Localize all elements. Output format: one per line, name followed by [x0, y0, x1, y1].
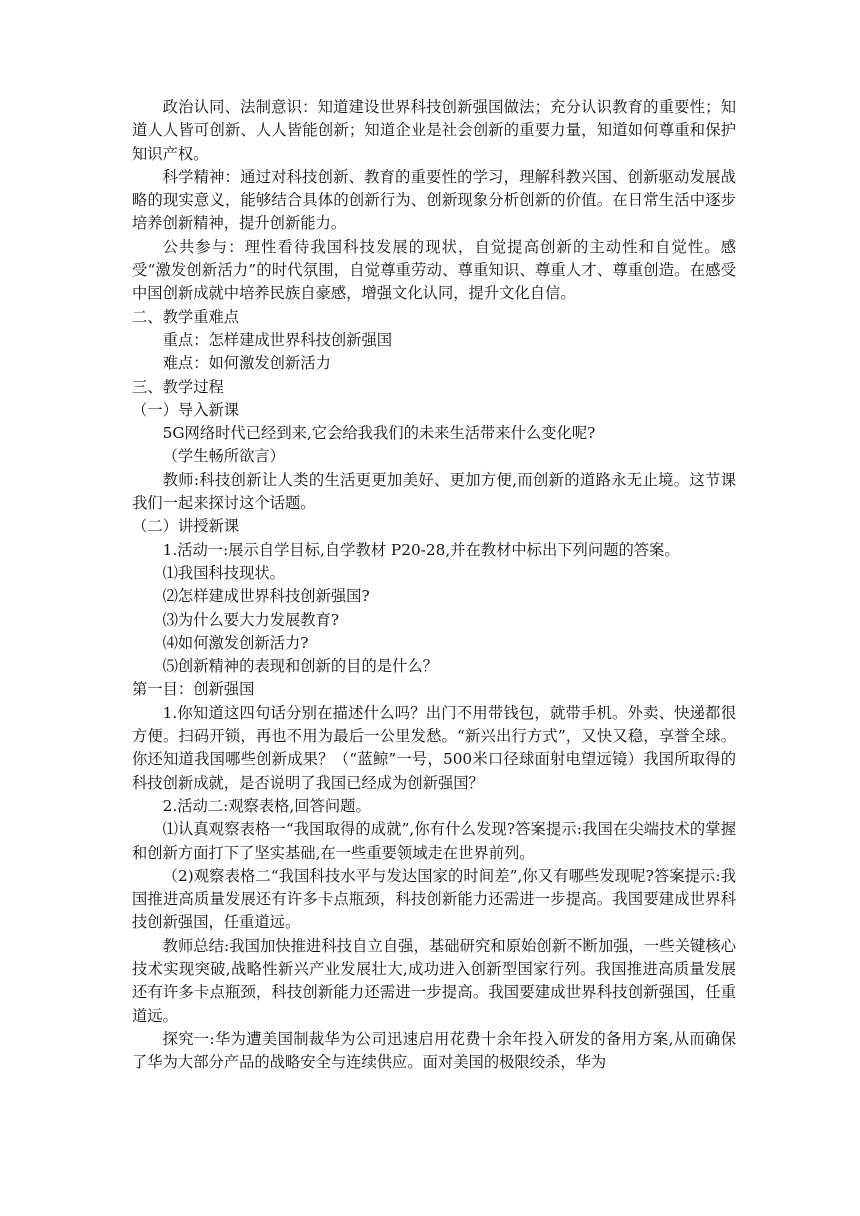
- paragraph-politics: 政治认同、法制意识：知道建设世界科技创新强国做法；充分认识教育的重要性；知道人人皆可创新、人人皆能创新；知道企业是社会创新的重要力量，知道如何尊重和保护知识产权。: [132, 98, 736, 163]
- paragraph-explore-one: 探究一:华为遭美国制裁华为公司迅速启用花费十余年投入研发的备用方案,从而确保了华为大部分产品的战略安全与连续供应。面对美国的极限绞杀，华为: [132, 1029, 736, 1072]
- paragraph-four-sentences: 1.你知道这四句话分别在描述什么吗？出门不用带钱包，就带手机。外卖、快递都很方便。扫码开锁，再也不用为最后一公里发愁。“新兴出行方式”，又快又稳，享誉全球。你还知道我国哪些创新成果？（“蓝鲸”一号，500米口径球面射电望远镜）我国所取得的科技创新成就，是否说明了我国已经成为创新强国？: [132, 703, 736, 792]
- question-item: ⑷如何激发创新活力?: [162, 633, 309, 652]
- question-item: ⑵怎样建成世界科技创新强国?: [162, 587, 370, 606]
- subheading-intro: （一）导入新课: [132, 400, 240, 419]
- paragraph-students: （学生畅所欲言）: [162, 447, 285, 466]
- subheading-new-lesson: （二）讲授新课: [132, 517, 240, 536]
- heading-key-points: 二、教学重难点: [132, 307, 240, 326]
- paragraph-summary: 教师总结:我国加快推进科技自立自强，基础研究和原始创新不断加强，一些关键核心技术实现突破,战略性新兴产业发展壮大,成功进入创新型国家行列。我国推进高质量发展还有许多卡点瓶颈，科技创新能力还需进一步提高。我国要建成世界科技创新强国，任重道远。: [132, 936, 736, 1025]
- heading-process: 三、教学过程: [132, 377, 224, 396]
- difficult-point: 难点：如何激发创新活力: [162, 354, 331, 373]
- question-item: ⑸创新精神的表现和创新的目的是什么？: [162, 657, 438, 676]
- paragraph-teacher: 教师:科技创新让人类的生活更更加美好、更加方便,而创新的道路永无止境。这节课我们一起来探讨这个话题。: [132, 470, 736, 513]
- paragraph-5g: 5G网络时代已经到来,它会给我我们的未来生活带来什么变化呢?: [162, 424, 596, 443]
- paragraph-public: 公共参与：理性看待我国科技发展的现状，自觉提高创新的主动性和自觉性。感受“激发创新活力”的时代氛围，自觉尊重劳动、尊重知识、尊重人才、尊重创造。在感受中国创新成就中培养民族自豪感，增强文化认同，提升文化自信。: [132, 237, 736, 303]
- paragraph-table-one: ⑴认真观察表格一“我国取得的成就”,你有什么发现?答案提示:我国在尖端技术的掌握和创新方面打下了坚实基础,在一些重要领域走在世界前列。: [132, 820, 736, 862]
- section-title-innovation: 第一目：创新强国: [132, 680, 255, 699]
- document-body: [132, 96, 736, 1074]
- key-point: 重点：怎样建成世界科技创新强国: [162, 330, 393, 349]
- paragraph-activity-one: 1.活动一:展示自学目标,自学教材 P20-28,并在教材中标出下列问题的答案。: [162, 540, 680, 559]
- question-item: ⑶为什么要大力发展教育?: [162, 610, 340, 629]
- paragraph-science: 科学精神：通过对科技创新、教育的重要性的学习，理解科教兴国、创新驱动发展战略的现实意义，能够结合具体的创新行为、创新现象分析创新的价值。在日常生活中逐步培养创新精神，提升创新能力。: [132, 167, 736, 233]
- question-item: ⑴我国科技现状。: [162, 563, 285, 582]
- paragraph-table-two: （2)观察表格二“我国科技水平与发达国家的时间差”,你又有哪些发现呢?答案提示:我国推进高质量发展还有许多卡点瓶颈，科技创新能力还需进一步提高。我国要建成世界科技创新强国，任重道远。: [132, 866, 736, 932]
- paragraph-activity-two: 2.活动二:观察表格,回答问题。: [162, 796, 371, 815]
